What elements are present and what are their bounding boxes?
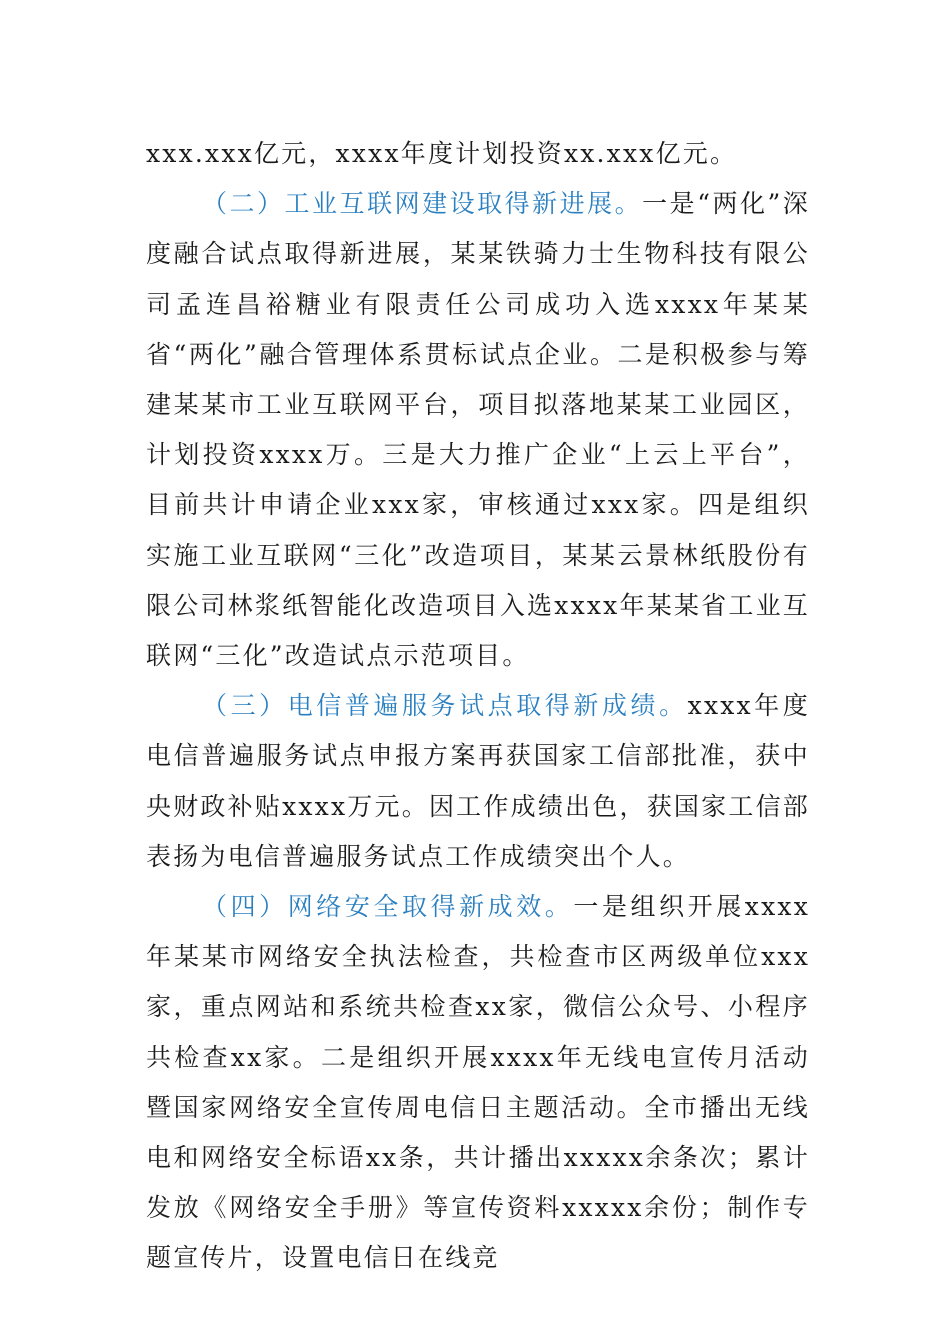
paragraph-body: 一是“两化”深度融合试点取得新进展，某某铁骑力士生物科技有限公司孟连昌裕糖业有限责任公司成功入选xxxx年某某省“两化”融合管理体系贯标试点企业。二是积极参与筹建某某市工业互联网平台，项目拟落地某某工业园区，计划投资xxxx万。三是大力推广企业“上云上平台”，目前共计申请企业xxx家，审核通过xxx家。四是组织实施工业互联网“三化”改造项目，某某云景林纸股份有限公司林浆纸智能化改造项目入选xxxx年某某省工业互联网“三化”改造试点示范项目。 [146,189,810,671]
section-heading-2: （二）工业互联网建设取得新进展。 [202,189,643,219]
section-heading-4: （四）网络安全取得新成效。 [202,892,574,922]
paragraph-network-security [146,882,810,1284]
document-body [146,129,810,1284]
paragraph-industrial-internet [146,179,810,681]
paragraph-body: 一是组织开展xxxx年某某市网络安全执法检查，共检查市区两级单位xxx家，重点网站和系统共检查xx家，微信公众号、小程序共检查xx家。二是组织开展xxxx年无线电宣传月活动暨国家网络安全宣传周电信日主题活动。全市播出无线电和网络安全标语xx条，共计播出xxxxx余条次；累计发放《网络安全手册》等宣传资料xxxxx余份；制作专题宣传片，设置电信日在线竞 [146,892,810,1273]
paragraph-body: xxx.xxx亿元，xxxx年度计划投资xx.xxx亿元。 [146,139,738,168]
paragraph-body: xxxx年度电信普遍服务试点申报方案再获国家工信部批准，获中央财政补贴xxxx万元。因工作成绩出色，获国家工信部表扬为电信普遍服务试点工作成绩突出个人。 [146,691,810,871]
paragraph-continuation [146,129,810,179]
section-heading-3: （三）电信普遍服务试点取得新成绩。 [202,691,688,721]
paragraph-telecom-service [146,681,810,882]
